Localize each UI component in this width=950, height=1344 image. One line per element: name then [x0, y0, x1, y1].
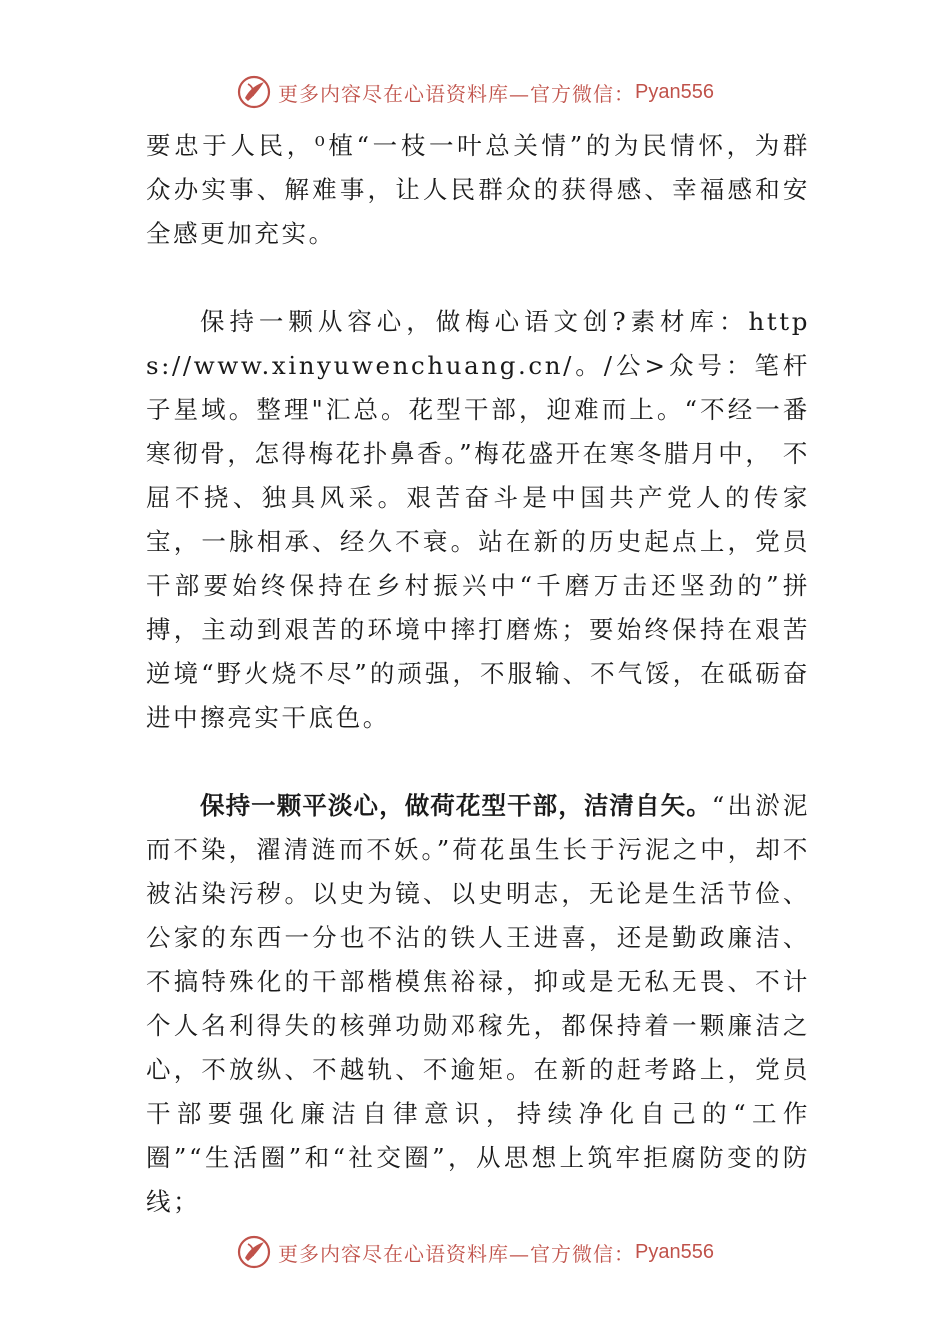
paragraph-1: 要忠于人民，⁰植“一枝一叶总关情”的为民情怀，为群众办实事、解难事，让人民群众的获得感、幸福感和安全感更加充实。: [146, 131, 810, 248]
header-banner-wechat: Pyan556: [635, 80, 714, 103]
footer-banner-text: 更多内容尽在心语资料库—官方微信：: [278, 1241, 636, 1266]
header-banner-text: 更多内容尽在心语资料库—官方微信：: [278, 81, 636, 106]
paragraph-3-body: “出淤泥而不染，濯清涟而不妖。”荷花虽生长于污泥之中，却不被沾染污秽。以史为镜、以史明志，无论是生活节俭、公家的东西一分也不沾的铁人王进喜，还是勤政廉洁、不搞特殊化的干部楷模焦裕禄，抑或是无私无畏、不计个人名利得失的核弹功勋邓稼先，都保持着一颗廉洁之心，不放纵、不越轨、不逾矩。在新的赶考路上，党员干部要强化廉洁自律意识，持续净化自己的“工作圈”“生活圈”和“社交圈”，从思想上筑牢拒腐防变的防线；: [146, 791, 810, 1216]
paragraph-2: 保持一颗从容心，做梅心语文创?素材库：https://www.xinyuwenchuang.cn/。/公>众号：笔杆子星域。整理"汇总。花型干部，迎难而上。“不经一番寒彻骨，怎得梅花扑鼻香。”梅花盛开在寒冬腊月中， 不屈不挠、独具风采。艰苦奋斗是中国共产党人的传家宝，一脉相承、经久不衰。站在新的历史起点上，党员干部要始终保持在乡村振兴中“千磨万击还坚劲的”拼搏，主动到艰苦的环境中摔打磨炼；要始终保持在艰苦逆境“野火烧不尽”的顽强，不服输、不气馁，在砥砺奋进中擦亮实干底色。: [146, 307, 810, 732]
paragraph-3-heading: 保持一颗平淡心，做荷花型干部，洁清自矢。: [200, 791, 712, 820]
logo-icon: [236, 74, 272, 110]
document-body: [146, 124, 810, 1224]
logo-icon: [236, 1234, 272, 1270]
paragraph-3: [146, 784, 810, 1224]
header-banner: [0, 72, 950, 112]
footer-banner-wechat: Pyan556: [635, 1240, 714, 1263]
footer-banner: [0, 1232, 950, 1272]
